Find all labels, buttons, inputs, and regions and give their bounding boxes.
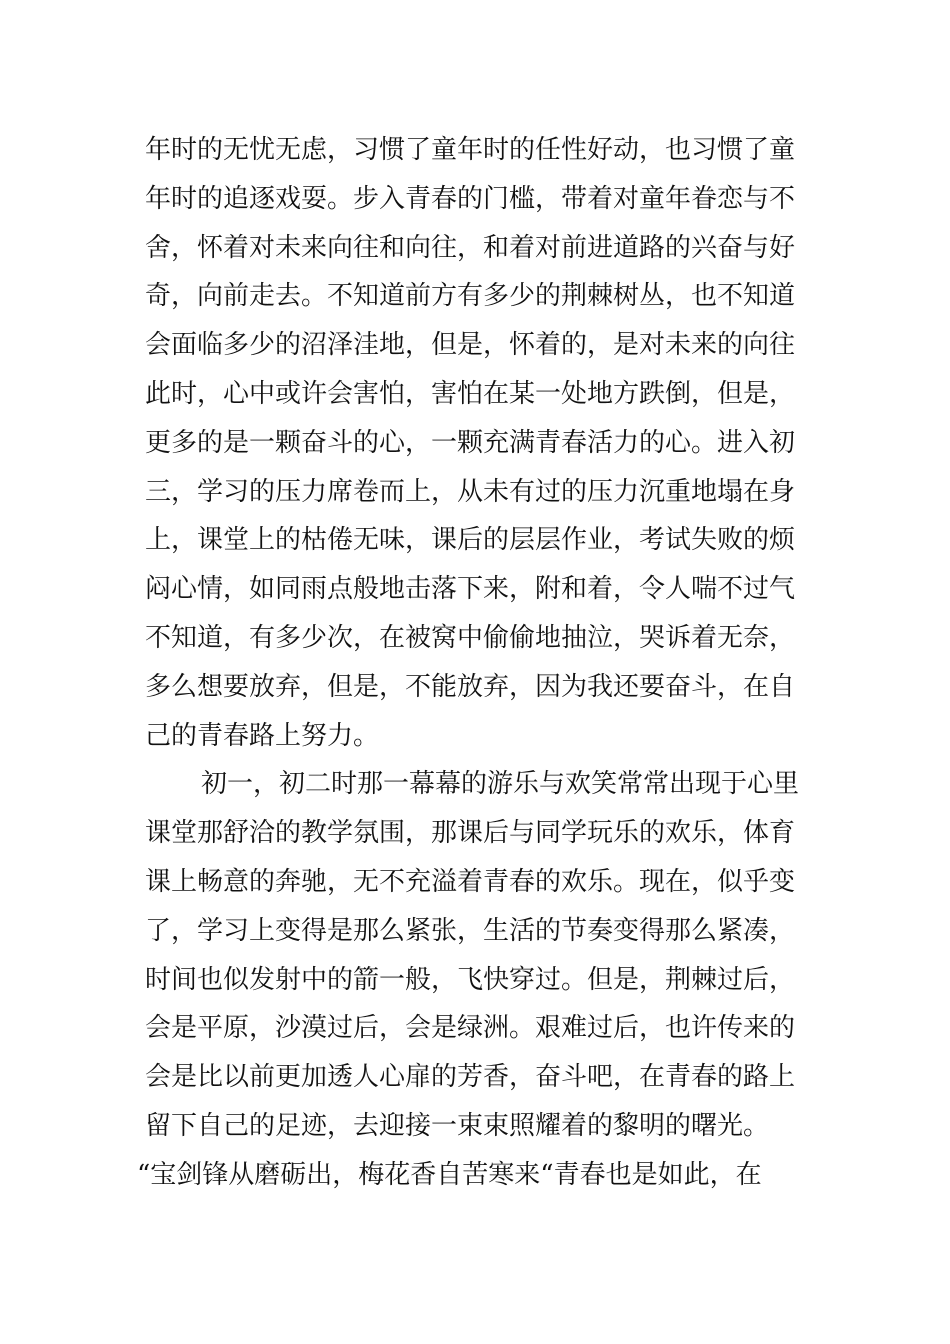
text-line: 此时，心中或许会害怕，害怕在某一处地方跌倒，但是， bbox=[145, 378, 796, 409]
text-line: 舍，怀着对未来向往和向往，和着对前进道路的兴奋与好 bbox=[145, 232, 796, 263]
text-line: 年时的无忧无虑，习惯了童年时的任性好动，也习惯了童 bbox=[145, 135, 796, 165]
body-text bbox=[137, 126, 810, 1200]
text-line: 留下自己的足迹，去迎接一束束照耀着的黎明的曙光。 bbox=[145, 1110, 770, 1141]
text-line: 课上畅意的奔驰，无不充溢着青春的欢乐。现在，似乎变 bbox=[145, 866, 796, 897]
text-line: 多么想要放弃，但是，不能放弃，因为我还要奋斗，在自 bbox=[145, 671, 796, 702]
text-line: 三，学习的压力席卷而上，从未有过的压力沉重地塌在身 bbox=[145, 476, 796, 507]
text-line: 更多的是一颗奋斗的心，一颗充满青春活力的心。进入初 bbox=[145, 427, 796, 458]
text-line: 闷心情，如同雨点般地击落下来，附和着，令人喘不过气 bbox=[145, 574, 796, 605]
text-line: 不知道，有多少次，在被窝中偷偷地抽泣，哭诉着无奈， bbox=[145, 622, 796, 653]
text-line: 会是比以前更加透人心扉的芳香，奋斗吧，在青春的路上 bbox=[145, 1062, 796, 1093]
text-line: 己的青春路上努力。 bbox=[145, 720, 380, 751]
text-line: 会是平原，沙漠过后，会是绿洲。艰难过后，也许传来的 bbox=[145, 1013, 796, 1044]
text-line: 上，课堂上的枯倦无味，课后的层层作业，考试失败的烦 bbox=[145, 525, 796, 556]
text-line: 会面临多少的沼泽洼地，但是，怀着的，是对未来的向往 bbox=[145, 330, 796, 361]
paragraph-start-line: 初一，初二时那一幕幕的游乐与欢笑常常出现于心里 bbox=[201, 769, 800, 800]
text-line: 年时的追逐戏耍。步入青春的门槛，带着对童年眷恋与不 bbox=[145, 183, 796, 214]
text-line: 时间也似发射中的箭一般，飞快穿过。但是，荆棘过后， bbox=[145, 964, 796, 995]
text-line: 了，学习上变得是那么紧张，生活的节奏变得那么紧凑， bbox=[145, 915, 796, 946]
text-line: 课堂那舒洽的教学氛围，那课后与同学玩乐的欢乐，体育 bbox=[145, 818, 796, 849]
quote-line: “宝剑锋从磨砺出，梅花香自苦寒来“青春也是如此，在 bbox=[137, 1159, 762, 1190]
text-line: 奇，向前走去。不知道前方有多少的荆棘树丛，也不知道 bbox=[145, 281, 796, 312]
